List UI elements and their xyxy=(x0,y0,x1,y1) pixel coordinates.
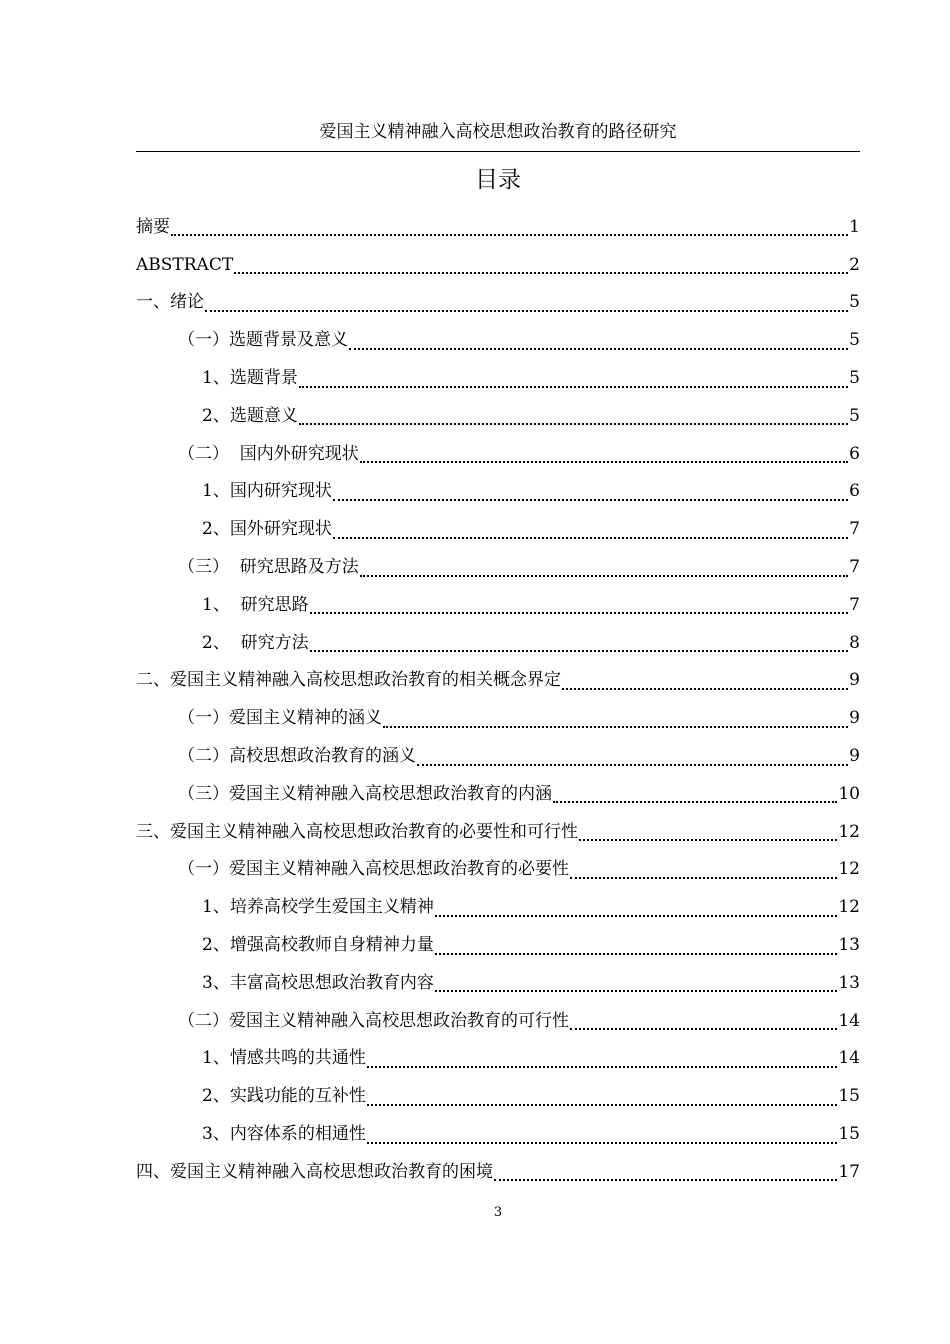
dot-leader xyxy=(367,1065,838,1068)
toc-entry-page: 12 xyxy=(838,859,860,880)
toc-entry-label: 2、国外研究现状 xyxy=(202,519,332,540)
toc-entry-label: 2、选题意义 xyxy=(202,405,298,426)
toc-entry[interactable] xyxy=(136,888,860,926)
toc-entry-page: 7 xyxy=(849,519,860,540)
toc-entry-page: 6 xyxy=(849,443,860,464)
dot-leader xyxy=(562,687,848,690)
toc-entry-label: 2、 研究方法 xyxy=(202,632,309,653)
dot-leader xyxy=(333,498,848,501)
dot-leader xyxy=(553,800,837,803)
toc-entry-page: 14 xyxy=(838,1010,860,1031)
toc-entry-label: ABSTRACT xyxy=(136,254,234,275)
table-of-contents xyxy=(136,208,860,1191)
toc-entry-label: 1、选题背景 xyxy=(202,368,298,389)
toc-entry-page: 13 xyxy=(838,935,860,956)
toc-entry-page: 12 xyxy=(838,897,860,918)
running-header: 爱国主义精神融入高校思想政治教育的路径研究 xyxy=(319,122,677,142)
toc-entry-page: 14 xyxy=(838,1048,860,1069)
toc-entry-label: 二、爱国主义精神融入高校思想政治教育的相关概念界定 xyxy=(136,670,561,691)
toc-entry[interactable] xyxy=(136,964,860,1002)
toc-title: 目录 xyxy=(475,167,521,193)
toc-entry-label: （三）爱国主义精神融入高校思想政治教育的内涵 xyxy=(178,783,552,804)
toc-entry[interactable] xyxy=(136,359,860,397)
toc-entry[interactable] xyxy=(136,1153,860,1191)
dot-leader xyxy=(299,385,848,388)
toc-entry-label: 1、培养高校学生爱国主义精神 xyxy=(202,897,434,918)
toc-entry-label: 摘要 xyxy=(136,216,170,237)
toc-entry-label: 3、内容体系的相通性 xyxy=(202,1124,366,1145)
toc-entry-page: 9 xyxy=(849,746,860,767)
toc-entry-page: 15 xyxy=(838,1086,860,1107)
dot-leader xyxy=(310,649,849,652)
dot-leader xyxy=(383,725,848,728)
toc-entry-label: （一）爱国主义精神的涵义 xyxy=(178,708,382,729)
dot-leader xyxy=(367,1103,838,1106)
toc-entry[interactable] xyxy=(136,510,860,548)
toc-entry[interactable] xyxy=(136,624,860,662)
toc-entry[interactable] xyxy=(136,926,860,964)
toc-entry-label: 3、丰富高校思想政治教育内容 xyxy=(202,972,434,993)
dot-leader xyxy=(494,1178,837,1181)
header-divider xyxy=(136,151,860,152)
toc-entry-label: 四、爱国主义精神融入高校思想政治教育的困境 xyxy=(136,1161,493,1182)
toc-entry[interactable] xyxy=(136,321,860,359)
dot-leader xyxy=(205,309,848,312)
toc-entry[interactable] xyxy=(136,208,860,246)
dot-leader xyxy=(333,536,848,539)
dot-leader xyxy=(367,1141,838,1144)
toc-entry-label: （一）选题背景及意义 xyxy=(178,330,348,351)
toc-entry[interactable] xyxy=(136,586,860,624)
dot-leader xyxy=(349,347,848,350)
dot-leader xyxy=(171,233,848,236)
dot-leader xyxy=(417,763,848,766)
toc-entry[interactable] xyxy=(136,813,860,851)
toc-entry-label: 1、情感共鸣的共通性 xyxy=(202,1048,366,1069)
toc-entry-page: 1 xyxy=(849,216,860,237)
toc-entry-page: 5 xyxy=(849,368,860,389)
toc-entry-label: （三） 研究思路及方法 xyxy=(178,557,359,578)
dot-leader xyxy=(570,876,837,879)
toc-entry[interactable] xyxy=(136,246,860,284)
dot-leader xyxy=(360,574,848,577)
toc-entry-page: 2 xyxy=(849,254,860,275)
dot-leader xyxy=(310,611,849,614)
toc-entry[interactable] xyxy=(136,435,860,473)
toc-entry-page: 15 xyxy=(838,1124,860,1145)
toc-entry-label: （一）爱国主义精神融入高校思想政治教育的必要性 xyxy=(178,859,569,880)
toc-entry-label: 2、实践功能的互补性 xyxy=(202,1086,366,1107)
toc-entry-page: 10 xyxy=(838,783,860,804)
toc-entry-page: 17 xyxy=(838,1161,860,1182)
dot-leader xyxy=(435,914,838,917)
toc-entry-label: 三、爱国主义精神融入高校思想政治教育的必要性和可行性 xyxy=(136,821,578,842)
dot-leader xyxy=(570,1027,837,1030)
dot-leader xyxy=(360,460,848,463)
toc-entry-page: 12 xyxy=(838,821,860,842)
toc-entry-label: 一、绪论 xyxy=(136,292,204,313)
toc-entry[interactable] xyxy=(136,662,860,700)
toc-entry-page: 5 xyxy=(849,330,860,351)
toc-entry-page: 9 xyxy=(849,708,860,729)
toc-entry-label: （二）高校思想政治教育的涵义 xyxy=(178,746,416,767)
toc-entry-page: 6 xyxy=(849,481,860,502)
toc-entry-label: 1、国内研究现状 xyxy=(202,481,332,502)
toc-entry[interactable] xyxy=(136,397,860,435)
dot-leader xyxy=(435,989,838,992)
toc-entry-label: 2、增强高校教师自身精神力量 xyxy=(202,935,434,956)
toc-entry-label: 1、 研究思路 xyxy=(202,594,309,615)
dot-leader xyxy=(435,952,838,955)
toc-entry-page: 8 xyxy=(849,632,860,653)
dot-leader xyxy=(579,838,837,841)
toc-entry[interactable] xyxy=(136,548,860,586)
toc-entry-label: （二）爱国主义精神融入高校思想政治教育的可行性 xyxy=(178,1010,569,1031)
toc-entry[interactable] xyxy=(136,851,860,889)
dot-leader xyxy=(234,271,848,274)
toc-entry[interactable] xyxy=(136,1077,860,1115)
toc-entry[interactable] xyxy=(136,284,860,322)
toc-entry-page: 5 xyxy=(849,405,860,426)
toc-entry-page: 5 xyxy=(849,292,860,313)
toc-entry[interactable] xyxy=(136,699,860,737)
toc-entry[interactable] xyxy=(136,473,860,511)
toc-entry-label: （二） 国内外研究现状 xyxy=(178,443,359,464)
toc-entry-page: 7 xyxy=(849,557,860,578)
toc-entry-page: 9 xyxy=(849,670,860,691)
toc-entry[interactable] xyxy=(136,737,860,775)
toc-entry-page: 7 xyxy=(849,594,860,615)
dot-leader xyxy=(299,422,848,425)
toc-entry[interactable] xyxy=(136,775,860,813)
toc-entry[interactable] xyxy=(136,1115,860,1153)
page-number: 3 xyxy=(493,1205,503,1220)
toc-entry-page: 13 xyxy=(838,972,860,993)
toc-entry[interactable] xyxy=(136,1040,860,1078)
toc-entry[interactable] xyxy=(136,1002,860,1040)
